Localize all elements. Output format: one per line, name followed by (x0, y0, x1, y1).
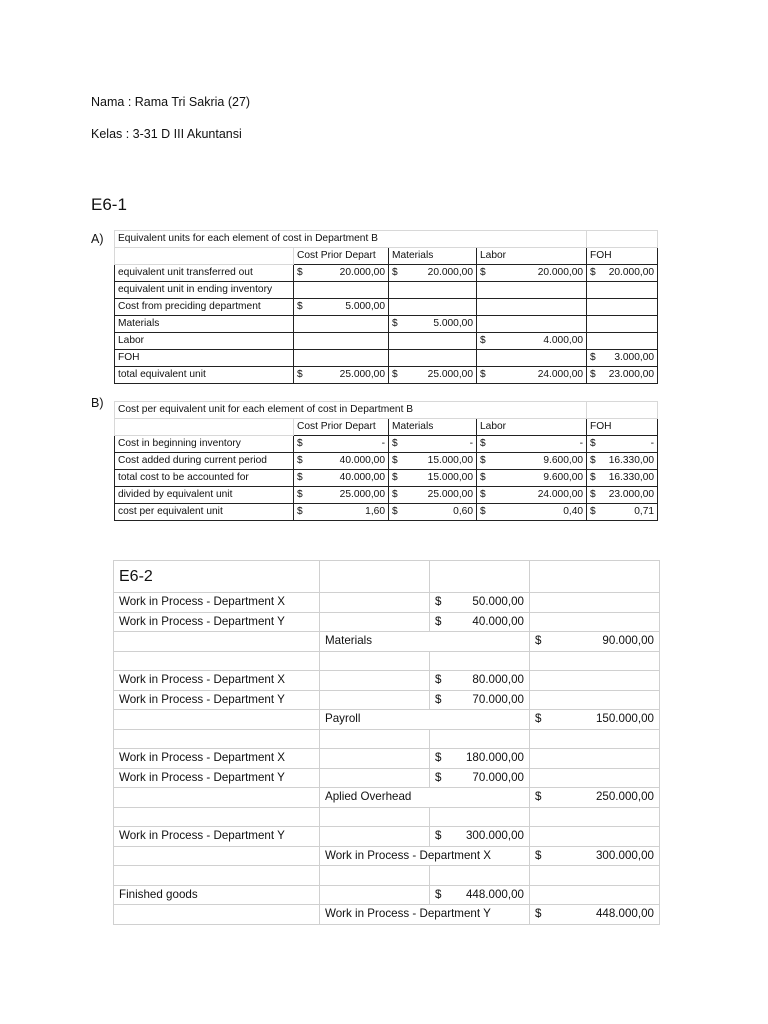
table-row (115, 453, 658, 470)
row-label: total cost to be accounted for (115, 470, 294, 487)
table-row (115, 487, 658, 504)
debit-account: Work in Process - Department X (114, 749, 320, 769)
value-cell (389, 504, 477, 521)
empty-cell (114, 788, 320, 808)
debit-account: Work in Process - Department Y (114, 768, 320, 788)
column-header: Labor (477, 419, 587, 436)
amount-value: 15.000,00 (427, 472, 473, 483)
currency-symbol: $ (392, 489, 398, 500)
cost-per-unit-table (114, 401, 658, 521)
empty-cell (320, 690, 430, 710)
column-header: Materials (389, 248, 477, 265)
journal-row (114, 866, 660, 886)
empty-cell (320, 866, 430, 886)
table-row (115, 299, 658, 316)
amount-value: 448.000,00 (465, 887, 524, 901)
value-cell (477, 333, 587, 350)
journal-row (114, 749, 660, 769)
currency-symbol: $ (297, 438, 303, 449)
table-row (115, 436, 658, 453)
currency-symbol: $ (392, 438, 398, 449)
journal-entries-table (113, 560, 660, 925)
row-label: equivalent unit transferred out (115, 265, 294, 282)
student-class: Kelas : 3-31 D III Akuntansi (91, 127, 242, 141)
empty-cell (114, 632, 320, 652)
empty-cell (114, 866, 320, 886)
column-header: Labor (477, 248, 587, 265)
currency-symbol: $ (435, 614, 442, 628)
value-cell (477, 265, 587, 282)
amount-value: 0,40 (563, 506, 584, 517)
empty-cell (320, 561, 430, 593)
credit-account: Materials (320, 632, 530, 652)
value-cell (587, 282, 658, 299)
journal-row (114, 690, 660, 710)
amount-value: 5.000,00 (433, 318, 473, 329)
amount-value: 4.000,00 (543, 335, 584, 346)
debit-amount (430, 593, 530, 613)
credit-amount (530, 885, 660, 905)
amount-value: 70.000,00 (472, 692, 524, 706)
amount-value: 16.330,00 (608, 472, 655, 483)
row-label: cost per equivalent unit (115, 504, 294, 521)
amount-value: 80.000,00 (472, 673, 524, 687)
part-b-label: B) (91, 396, 104, 410)
currency-symbol: $ (480, 438, 486, 449)
journal-row (114, 885, 660, 905)
amount-value: 3.000,00 (614, 352, 655, 363)
credit-amount (530, 905, 660, 925)
empty-cell (320, 593, 430, 613)
currency-symbol: $ (590, 506, 596, 517)
amount-value: 15.000,00 (427, 455, 473, 466)
empty-cell (320, 885, 430, 905)
value-cell (294, 453, 389, 470)
value-cell (389, 470, 477, 487)
credit-amount (530, 729, 660, 749)
amount-value: 25.000,00 (427, 489, 473, 500)
amount-value: 150.000,00 (595, 712, 654, 726)
debit-amount (430, 768, 530, 788)
amount-value: - (650, 438, 655, 449)
currency-symbol: $ (535, 712, 542, 726)
amount-value: 50.000,00 (472, 595, 524, 609)
row-label: Cost in beginning inventory (115, 436, 294, 453)
e61-title: E6-1 (91, 195, 127, 214)
value-cell (294, 316, 389, 333)
credit-amount (530, 612, 660, 632)
currency-symbol: $ (392, 472, 398, 483)
amount-value: 90.000,00 (602, 634, 654, 648)
currency-symbol: $ (297, 369, 303, 380)
amount-value: 0,71 (634, 506, 655, 517)
empty-cell (114, 846, 320, 866)
value-cell (477, 350, 587, 367)
value-cell (477, 487, 587, 504)
empty-cell (320, 807, 430, 827)
currency-symbol: $ (392, 455, 398, 466)
journal-row (114, 846, 660, 866)
journal-row (114, 632, 660, 652)
empty-cell (320, 768, 430, 788)
currency-symbol: $ (480, 472, 486, 483)
currency-symbol: $ (297, 489, 303, 500)
value-cell (389, 487, 477, 504)
table-row (115, 504, 658, 521)
journal-row (114, 827, 660, 847)
amount-value: 180.000,00 (465, 751, 524, 765)
journal-row (114, 710, 660, 730)
debit-amount (430, 651, 530, 671)
value-cell (477, 316, 587, 333)
table-row (115, 350, 658, 367)
value-cell (587, 265, 658, 282)
credit-amount (530, 690, 660, 710)
currency-symbol: $ (392, 267, 398, 278)
currency-symbol: $ (392, 318, 398, 329)
empty-cell (320, 651, 430, 671)
currency-symbol: $ (590, 455, 596, 466)
value-cell (477, 453, 587, 470)
value-cell (477, 470, 587, 487)
amount-value: 70.000,00 (472, 770, 524, 784)
credit-account: Work in Process - Department X (320, 846, 530, 866)
currency-symbol: $ (535, 907, 542, 921)
table-row (115, 316, 658, 333)
currency-symbol: $ (435, 692, 442, 706)
value-cell (587, 470, 658, 487)
value-cell (477, 436, 587, 453)
journal-row (114, 905, 660, 925)
table-header-row (115, 248, 658, 265)
currency-symbol: $ (297, 506, 303, 517)
empty-cell (320, 671, 430, 691)
value-cell (477, 504, 587, 521)
journal-row (114, 593, 660, 613)
credit-amount (530, 866, 660, 886)
table-row (115, 333, 658, 350)
value-cell (587, 487, 658, 504)
table-caption: Cost per equivalent unit for each element of cost in Department B (115, 402, 587, 419)
value-cell (389, 436, 477, 453)
amount-value: 20.000,00 (427, 267, 473, 278)
amount-value: 24.000,00 (537, 489, 584, 500)
credit-account: Payroll (320, 710, 530, 730)
empty-cell (320, 827, 430, 847)
amount-value: 20.000,00 (608, 267, 655, 278)
empty-cell (114, 729, 320, 749)
debit-amount (430, 885, 530, 905)
currency-symbol: $ (590, 472, 596, 483)
value-cell (477, 282, 587, 299)
value-cell (294, 350, 389, 367)
journal-row (114, 671, 660, 691)
value-cell (477, 299, 587, 316)
amount-value: 448.000,00 (595, 907, 654, 921)
currency-symbol: $ (480, 489, 486, 500)
currency-symbol: $ (297, 455, 303, 466)
journal-title-row (114, 561, 660, 593)
debit-amount (430, 612, 530, 632)
currency-symbol: $ (297, 472, 303, 483)
value-cell (389, 316, 477, 333)
currency-symbol: $ (535, 790, 542, 804)
debit-account: Work in Process - Department X (114, 671, 320, 691)
journal-row (114, 612, 660, 632)
amount-value: 40.000,00 (472, 614, 524, 628)
value-cell (587, 299, 658, 316)
debit-amount (430, 749, 530, 769)
row-label: Labor (115, 333, 294, 350)
value-cell (294, 333, 389, 350)
currency-symbol: $ (590, 438, 596, 449)
empty-cell (530, 561, 660, 593)
credit-amount (530, 768, 660, 788)
table-caption-row (115, 402, 658, 419)
currency-symbol: $ (480, 506, 486, 517)
debit-amount (430, 729, 530, 749)
currency-symbol: $ (535, 634, 542, 648)
currency-symbol: $ (590, 352, 596, 363)
column-header: Cost Prior Depart (294, 248, 389, 265)
journal-row (114, 768, 660, 788)
amount-value: 16.330,00 (608, 455, 655, 466)
journal-row (114, 729, 660, 749)
currency-symbol: $ (297, 301, 303, 312)
value-cell (389, 367, 477, 384)
value-cell (389, 299, 477, 316)
currency-symbol: $ (480, 369, 486, 380)
amount-value: 23.000,00 (608, 489, 655, 500)
debit-account: Work in Process - Department X (114, 593, 320, 613)
row-label: Cost from preciding department (115, 299, 294, 316)
credit-amount (530, 788, 660, 808)
amount-value: 25.000,00 (427, 369, 473, 380)
currency-symbol: $ (590, 267, 596, 278)
value-cell (587, 436, 658, 453)
amount-value: 25.000,00 (339, 489, 385, 500)
currency-symbol: $ (590, 369, 596, 380)
table-row (115, 470, 658, 487)
equivalent-units-table (114, 230, 658, 384)
amount-value: 23.000,00 (608, 369, 655, 380)
amount-value: - (381, 438, 385, 449)
amount-value: 25.000,00 (339, 369, 385, 380)
journal-row (114, 651, 660, 671)
empty-cell (114, 710, 320, 730)
currency-symbol: $ (480, 335, 486, 346)
table-row (115, 265, 658, 282)
row-label: equivalent unit in ending inventory (115, 282, 294, 299)
currency-symbol: $ (297, 267, 303, 278)
currency-symbol: $ (535, 848, 542, 862)
credit-account: Work in Process - Department Y (320, 905, 530, 925)
value-cell (587, 316, 658, 333)
value-cell (389, 282, 477, 299)
empty-cell (587, 231, 658, 248)
empty-cell (320, 612, 430, 632)
credit-account: Aplied Overhead (320, 788, 530, 808)
credit-amount (530, 807, 660, 827)
debit-amount (430, 827, 530, 847)
row-label: Materials (115, 316, 294, 333)
amount-value: 300.000,00 (465, 829, 524, 843)
currency-symbol: $ (435, 595, 442, 609)
amount-value: 40.000,00 (339, 472, 385, 483)
empty-cell (114, 807, 320, 827)
value-cell (587, 453, 658, 470)
row-label: divided by equivalent unit (115, 487, 294, 504)
value-cell (294, 470, 389, 487)
row-label: Cost added during current period (115, 453, 294, 470)
debit-amount (430, 866, 530, 886)
debit-amount (430, 690, 530, 710)
currency-symbol: $ (435, 751, 442, 765)
amount-value: 24.000,00 (537, 369, 584, 380)
empty-cell (587, 402, 658, 419)
value-cell (294, 265, 389, 282)
currency-symbol: $ (435, 829, 442, 843)
value-cell (587, 333, 658, 350)
debit-account: Work in Process - Department Y (114, 612, 320, 632)
value-cell (389, 265, 477, 282)
value-cell (294, 504, 389, 521)
credit-amount (530, 846, 660, 866)
credit-amount (530, 710, 660, 730)
amount-value: 40.000,00 (339, 455, 385, 466)
value-cell (294, 487, 389, 504)
credit-amount (530, 827, 660, 847)
table-header-row (115, 419, 658, 436)
debit-amount (430, 807, 530, 827)
currency-symbol: $ (480, 455, 486, 466)
currency-symbol: $ (392, 369, 398, 380)
value-cell (587, 367, 658, 384)
value-cell (389, 350, 477, 367)
empty-cell (115, 419, 294, 436)
amount-value: 20.000,00 (339, 267, 385, 278)
empty-cell (114, 905, 320, 925)
value-cell (294, 436, 389, 453)
value-cell (587, 504, 658, 521)
credit-amount (530, 651, 660, 671)
value-cell (477, 367, 587, 384)
credit-amount (530, 749, 660, 769)
row-label: FOH (115, 350, 294, 367)
amount-value: 300.000,00 (595, 848, 654, 862)
debit-account: Finished goods (114, 885, 320, 905)
amount-value: 250.000,00 (595, 790, 654, 804)
amount-value: - (579, 438, 584, 449)
empty-cell (430, 561, 530, 593)
currency-symbol: $ (392, 506, 398, 517)
value-cell (294, 299, 389, 316)
value-cell (294, 282, 389, 299)
row-label: total equivalent unit (115, 367, 294, 384)
table-row (115, 367, 658, 384)
credit-amount (530, 593, 660, 613)
currency-symbol: $ (435, 770, 442, 784)
value-cell (389, 453, 477, 470)
amount-value: - (469, 438, 473, 449)
value-cell (294, 367, 389, 384)
value-cell (587, 350, 658, 367)
table-row (115, 282, 658, 299)
debit-account: Work in Process - Department Y (114, 690, 320, 710)
amount-value: 5.000,00 (345, 301, 385, 312)
amount-value: 1,60 (365, 506, 385, 517)
empty-cell (115, 248, 294, 265)
debit-amount (430, 671, 530, 691)
column-header: FOH (587, 419, 658, 436)
journal-row (114, 788, 660, 808)
credit-amount (530, 671, 660, 691)
column-header: Cost Prior Depart (294, 419, 389, 436)
debit-account: Work in Process - Department Y (114, 827, 320, 847)
e62-title: E6-2 (114, 561, 320, 593)
column-header: FOH (587, 248, 658, 265)
journal-row (114, 807, 660, 827)
student-name: Nama : Rama Tri Sakria (27) (91, 95, 251, 109)
amount-value: 9.600,00 (543, 472, 584, 483)
table-caption-row (115, 231, 658, 248)
table-caption: Equivalent units for each element of cost in Department B (115, 231, 587, 248)
amount-value: 9.600,00 (543, 455, 584, 466)
amount-value: 20.000,00 (537, 267, 584, 278)
column-header: Materials (389, 419, 477, 436)
currency-symbol: $ (590, 489, 596, 500)
empty-cell (320, 729, 430, 749)
currency-symbol: $ (435, 673, 442, 687)
currency-symbol: $ (435, 887, 442, 901)
empty-cell (320, 749, 430, 769)
amount-value: 0,60 (453, 506, 473, 517)
value-cell (389, 333, 477, 350)
credit-amount (530, 632, 660, 652)
part-a-label: A) (91, 232, 104, 246)
empty-cell (114, 651, 320, 671)
currency-symbol: $ (480, 267, 486, 278)
